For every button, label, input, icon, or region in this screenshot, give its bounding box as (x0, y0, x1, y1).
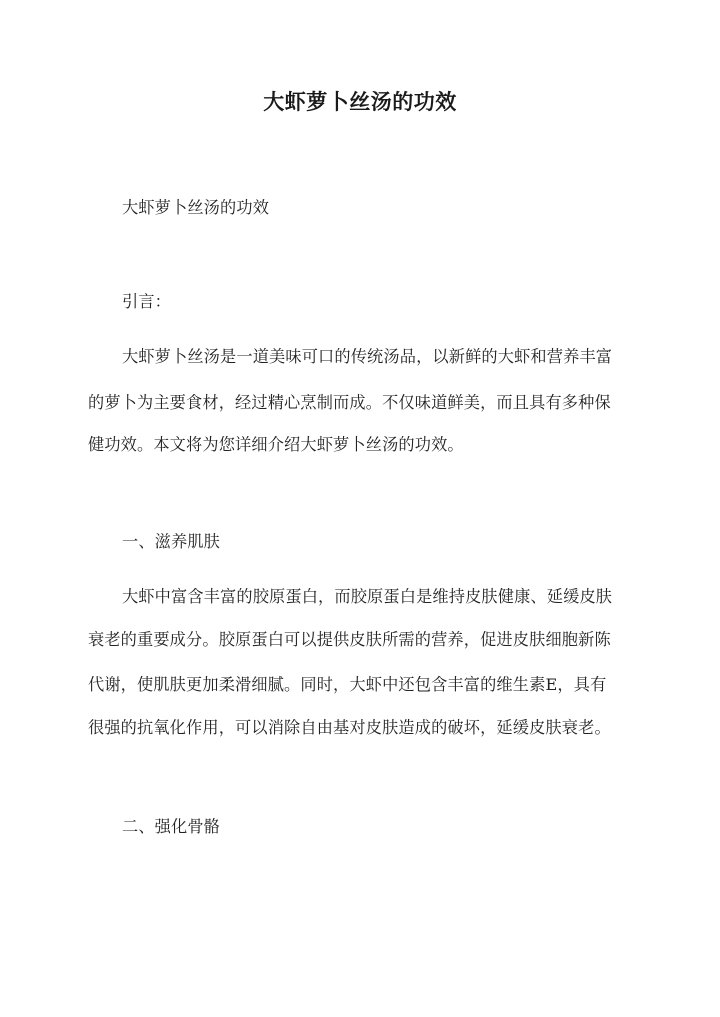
section1-heading: 一、滋养肌肤 (122, 532, 221, 551)
intro-line-2: 的萝卜为主要食材，经过精心烹制而成。不仅味道鲜美，而且具有多种保 (88, 393, 611, 412)
intro-line-1: 大虾萝卜丝汤是一道美味可口的传统汤品，以新鲜的大虾和营养丰富 (122, 347, 613, 366)
section1-line-1: 大虾中富含丰富的胶原蛋白，而胶原蛋白是维持皮肤健康、延缓皮肤 (122, 587, 613, 606)
intro-line-3: 健功效。本文将为您详细介绍大虾萝卜丝汤的功效。 (88, 435, 464, 454)
section2-heading: 二、强化骨骼 (122, 817, 221, 836)
section1-line-4: 很强的抗氧化作用，可以消除自由基对皮肤造成的破坏，延缓皮肤衰老。 (88, 718, 611, 737)
section1-line-2: 衰老的重要成分。胶原蛋白可以提供皮肤所需的营养，促进皮肤细胞新陈 (88, 630, 611, 649)
section1-line-3: 代谢，使肌肤更加柔滑细腻。同时，大虾中还包含丰富的维生素E，具有 (88, 675, 607, 694)
document-title: 大虾萝卜丝汤的功效 (263, 89, 457, 114)
intro-heading: 引言： (122, 292, 172, 311)
document-subtitle: 大虾萝卜丝汤的功效 (122, 198, 270, 217)
